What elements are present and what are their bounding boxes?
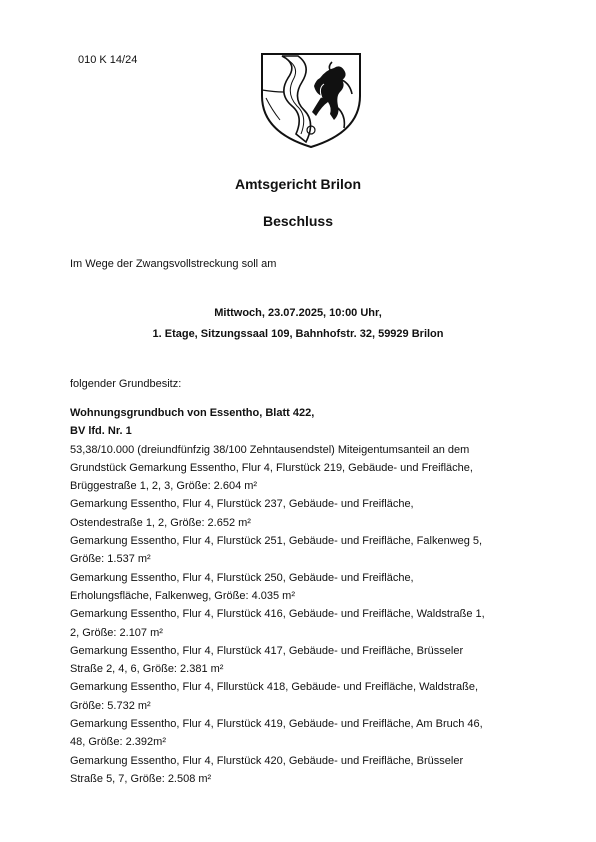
property-line: Gemarkung Essentho, Flur 4, Flurstück 420, Gebäude- und Freifläche, Brüsseler [70, 754, 464, 767]
property-line: Ostendestraße 1, 2, Größe: 2.652 m² [70, 516, 251, 529]
court-name: Amtsgericht Brilon [234, 176, 361, 192]
property-line: Größe: 5.732 m² [70, 699, 151, 712]
property-line: Gemarkung Essentho, Flur 4, Flurstück 237, Gebäude- und Freifläche, [70, 498, 414, 511]
property-bv-number: BV lfd. Nr. 1 [70, 425, 132, 438]
appointment-date-time: Mittwoch, 23.07.2025, 10:00 Uhr, [214, 307, 382, 319]
nrw-coat-of-arms-icon [258, 50, 364, 150]
property-line: 2, Größe: 2.107 m² [70, 626, 163, 639]
property-line: Gemarkung Essentho, Flur 4, Flurstück 250, Gebäude- und Freifläche, [70, 571, 414, 584]
property-line: Gemarkung Essentho, Flur 4, Flurstück 419, Gebäude- und Freifläche, Am Bruch 46, [70, 718, 483, 731]
property-line: Gemarkung Essentho, Flur 4, Fllurstück 418, Gebäude- und Freifläche, Waldstraße, [70, 681, 478, 694]
property-line: 48, Größe: 2.392m² [70, 736, 166, 749]
property-line: Straße 2, 4, 6, Größe: 2.381 m² [70, 663, 224, 676]
property-line: Straße 5, 7, Größe: 2.508 m² [70, 772, 212, 785]
property-line: Größe: 1.537 m² [70, 553, 151, 566]
property-description [70, 404, 540, 788]
intro-text: Im Wege der Zwangsvollstreckung soll am [70, 258, 277, 270]
document-type: Beschluss [262, 213, 334, 229]
property-line: Brüggestraße 1, 2, 3, Größe: 2.604 m² [70, 480, 258, 493]
case-reference: 010 K 14/24 [78, 54, 138, 66]
appointment-location: 1. Etage, Sitzungssaal 109, Bahnhofstr. 32, 59929 Brilon [152, 328, 444, 340]
property-line: Grundstück Gemarkung Essentho, Flur 4, Flurstück 219, Gebäude- und Freifläche, [70, 461, 473, 474]
property-line: Gemarkung Essentho, Flur 4, Flurstück 251, Gebäude- und Freifläche, Falkenweg 5, [70, 535, 483, 548]
property-line: Gemarkung Essentho, Flur 4, Flurstück 416, Gebäude- und Freifläche, Waldstraße 1, [70, 608, 485, 621]
property-line: 53,38/10.000 (dreiundfünfzig 38/100 Zehntausendstel) Miteigentumsanteil an dem [70, 443, 470, 456]
lead-text: folgender Grundbesitz: [70, 378, 182, 390]
property-line: Erholungsfläche, Falkenweg, Größe: 4.035 m² [70, 589, 296, 602]
property-register: Wohnungsgrundbuch von Essentho, Blatt 422, [70, 407, 315, 419]
property-line: Gemarkung Essentho, Flur 4, Flurstück 417, Gebäude- und Freifläche, Brüsseler [70, 644, 464, 657]
